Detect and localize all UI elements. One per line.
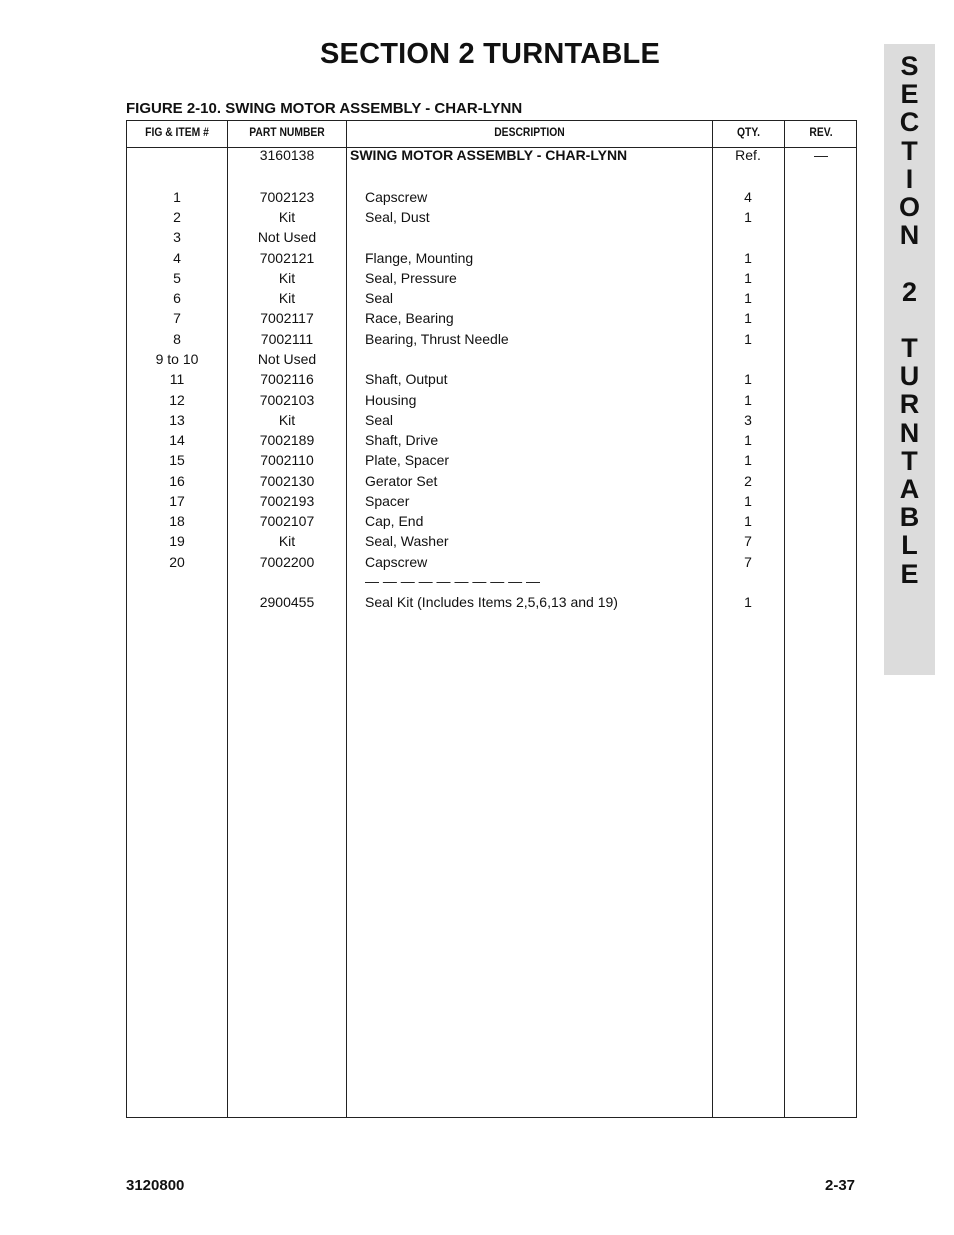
- description-cell: Bearing, Thrust Needle: [365, 331, 509, 347]
- qty-cell: 1: [744, 452, 752, 468]
- qty-cell: 1: [744, 270, 752, 286]
- header-qty: QTY.: [737, 125, 760, 139]
- qty-cell: 2: [744, 473, 752, 489]
- qty-cell: Ref.: [735, 147, 761, 163]
- qty-cell: 1: [744, 594, 752, 610]
- qty-cell: 1: [744, 310, 752, 326]
- qty-cell: 7: [744, 533, 752, 549]
- fig-item-cell: 1: [173, 189, 181, 205]
- tab-letter: I: [905, 163, 914, 194]
- part-number-cell: Not Used: [257, 351, 317, 367]
- section-tab: [884, 44, 935, 675]
- fig-item-cell: 11: [169, 371, 185, 387]
- part-number-cell: 2900455: [259, 594, 315, 610]
- fig-item-cell: 15: [169, 452, 185, 468]
- qty-cell: 1: [744, 513, 752, 529]
- fig-item-cell: 9 to 10: [155, 351, 199, 367]
- description-cell: Cap, End: [365, 513, 424, 529]
- part-number-cell: 7002130: [259, 473, 315, 489]
- part-number-cell: 3160138: [259, 147, 315, 163]
- description-cell: Shaft, Output: [365, 371, 448, 387]
- part-number-cell: 7002121: [259, 250, 315, 266]
- fig-item-cell: 17: [169, 493, 185, 509]
- qty-cell: 1: [744, 371, 752, 387]
- fig-item-cell: 19: [169, 533, 185, 549]
- description-cell: Seal, Washer: [365, 533, 449, 549]
- column-divider: [784, 121, 785, 1117]
- description-cell: SWING MOTOR ASSEMBLY - CHAR-LYNN: [350, 147, 628, 163]
- tab-letter: 2: [901, 276, 918, 307]
- fig-item-cell: 2: [173, 209, 181, 225]
- qty-cell: 1: [744, 290, 752, 306]
- part-number-cell: 7002193: [259, 493, 315, 509]
- part-number-cell: 7002110: [260, 452, 314, 468]
- figure-title: FIGURE 2-10. SWING MOTOR ASSEMBLY - CHAR-LYNN: [126, 100, 523, 117]
- part-number-cell: Kit: [278, 412, 296, 428]
- part-number-cell: 7002117: [260, 310, 314, 326]
- tab-letter: N: [899, 220, 920, 251]
- part-number-cell: 7002200: [259, 554, 315, 570]
- description-cell: Race, Bearing: [365, 310, 454, 326]
- fig-item-cell: 8: [173, 331, 181, 347]
- part-number-cell: 7002107: [259, 513, 315, 529]
- part-number-cell: Not Used: [257, 229, 317, 245]
- fig-item-cell: 20: [169, 554, 185, 570]
- description-cell: Spacer: [365, 493, 410, 509]
- description-cell: Capscrew: [365, 554, 428, 570]
- footer-doc-number: 3120800: [126, 1177, 185, 1194]
- tab-letter: N: [899, 417, 920, 448]
- parts-table: [126, 120, 857, 1118]
- part-number-cell: 7002116: [260, 371, 314, 387]
- page-title: SECTION 2 TURNTABLE: [320, 38, 660, 70]
- fig-item-cell: 3: [173, 229, 181, 245]
- part-number-cell: Kit: [278, 209, 296, 225]
- tab-letter: E: [900, 79, 919, 110]
- part-number-cell: Kit: [278, 270, 296, 286]
- footer-page-number: 2-37: [825, 1177, 856, 1194]
- rev-cell: —: [814, 147, 828, 163]
- tab-letter: O: [898, 192, 920, 222]
- description-cell: Seal Kit (Includes Items 2,5,6,13 and 19): [365, 594, 618, 610]
- part-number-cell: Kit: [278, 533, 296, 549]
- fig-item-cell: 13: [169, 412, 185, 428]
- description-cell: Plate, Spacer: [365, 452, 450, 468]
- header-item: FIG & ITEM #: [145, 125, 209, 139]
- tab-letter: T: [901, 135, 918, 166]
- tab-letter: E: [900, 558, 919, 589]
- qty-cell: 1: [744, 250, 752, 266]
- description-cell: Shaft, Drive: [365, 432, 439, 448]
- tab-letter: U: [899, 361, 920, 392]
- tab-letter: T: [901, 333, 918, 363]
- tab-letter: A: [899, 474, 920, 504]
- column-divider: [346, 121, 347, 1117]
- qty-cell: 4: [744, 189, 752, 205]
- qty-cell: 7: [744, 554, 752, 570]
- description-cell: Seal, Pressure: [365, 270, 457, 286]
- tab-letter: S: [900, 51, 919, 81]
- description-cell: Gerator Set: [365, 473, 438, 489]
- fig-item-cell: 6: [173, 290, 181, 306]
- part-number-cell: 7002111: [260, 331, 314, 347]
- header-part-number: PART NUMBER: [249, 125, 325, 139]
- fig-item-cell: 7: [173, 310, 181, 326]
- qty-cell: 1: [744, 392, 752, 408]
- description-cell: Flange, Mounting: [365, 250, 474, 266]
- fig-item-cell: 12: [169, 392, 185, 408]
- part-number-cell: 7002103: [259, 392, 315, 408]
- header-description: DESCRIPTION: [494, 125, 565, 139]
- fig-item-cell: 5: [173, 270, 181, 286]
- qty-cell: 1: [744, 493, 752, 509]
- description-cell: Seal: [365, 290, 394, 306]
- part-number-cell: 7002123: [259, 189, 315, 205]
- description-cell: Seal, Dust: [365, 209, 430, 225]
- fig-item-cell: 16: [169, 473, 185, 489]
- qty-cell: 1: [744, 331, 752, 347]
- qty-cell: 1: [744, 432, 752, 448]
- qty-cell: 1: [744, 209, 752, 225]
- description-cell: Housing: [365, 392, 417, 408]
- tab-letter: B: [899, 502, 920, 533]
- part-number-cell: Kit: [278, 290, 296, 306]
- fig-item-cell: 14: [169, 432, 185, 448]
- qty-cell: 3: [744, 412, 752, 428]
- description-cell: Capscrew: [365, 189, 428, 205]
- tab-letter: T: [901, 445, 918, 476]
- part-number-cell: 7002189: [259, 432, 315, 448]
- fig-item-cell: 18: [169, 513, 185, 529]
- description-cell: — — — — — — — — — —: [365, 573, 541, 589]
- tab-letter: R: [899, 389, 920, 420]
- description-cell: Seal: [365, 412, 394, 428]
- tab-letter: C: [899, 107, 920, 138]
- tab-letter: L: [901, 530, 918, 561]
- header-rev: REV.: [809, 125, 833, 139]
- fig-item-cell: 4: [173, 250, 181, 266]
